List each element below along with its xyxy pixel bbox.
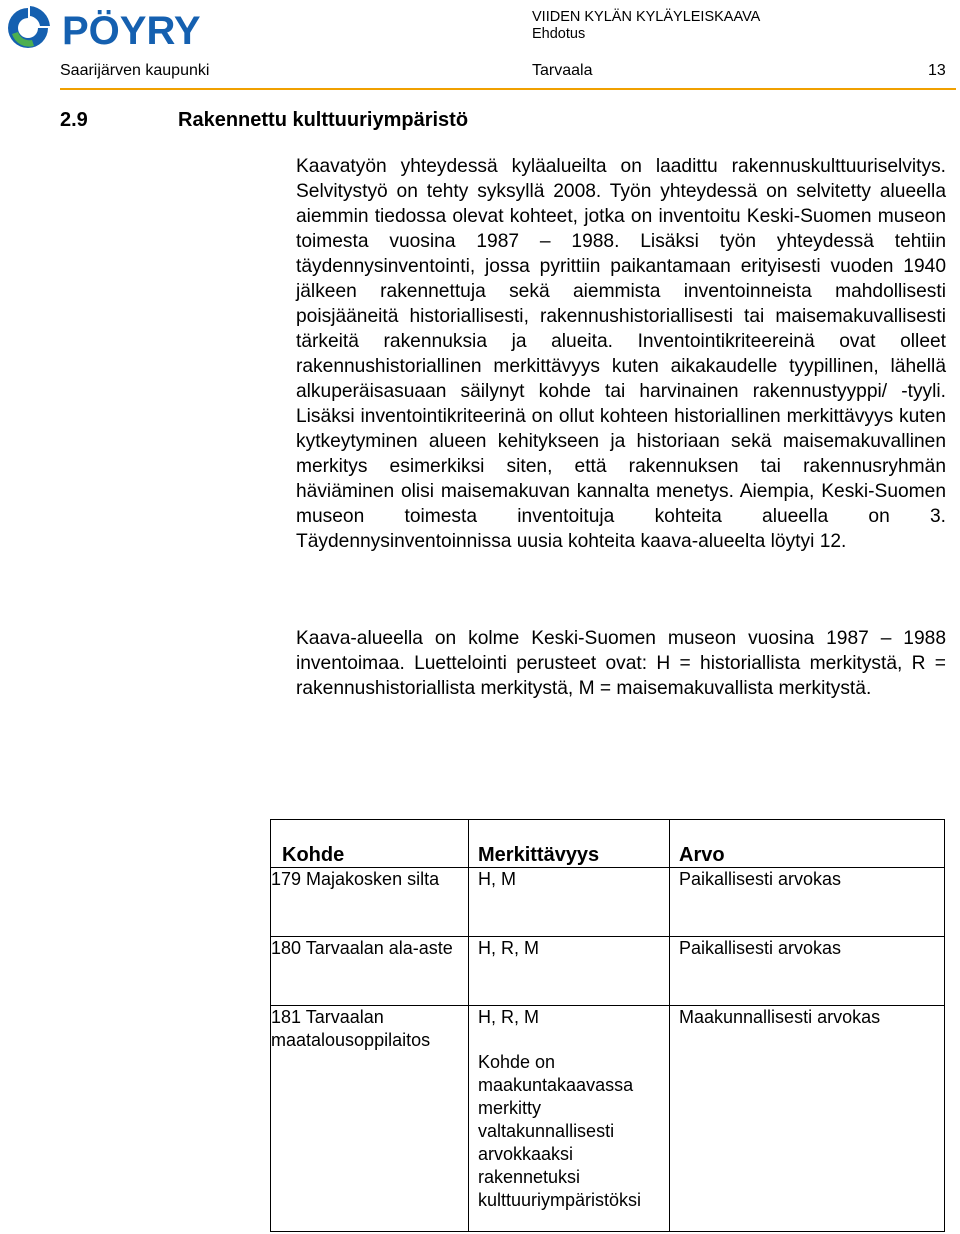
cell-arvo: Maakunnallisesti arvokas: [670, 1006, 945, 1232]
cell-merkittavyys: H, R, M: [469, 937, 670, 1006]
logo-wordmark: PÖYRY: [62, 9, 201, 52]
document-status: Ehdotus: [532, 26, 586, 42]
cell-merkittavyys: [469, 1006, 670, 1232]
page-number: 13: [928, 62, 946, 79]
body-paragraph-2: Kaava-alueella on kolme Keski-Suomen museon vuosina 1987 – 1988 inventoimaa. Luettelointi perusteet ovat: H = historiallista merkitystä, R = rakennushistoriallista merkitystä, M = maisemakuvallista merkitystä.: [296, 628, 946, 699]
poyry-logo: [4, 4, 244, 52]
heritage-sites-table: [270, 819, 945, 1232]
table-header-row: [271, 820, 945, 868]
document-header: [532, 9, 760, 43]
cell-kohde: 181 Tarvaalan maatalousoppilaitos: [271, 1006, 469, 1232]
column-header-arvo: Arvo: [670, 820, 945, 868]
municipality-label: Saarijärven kaupunki: [60, 62, 210, 79]
cell-merkittavyys: H, M: [469, 868, 670, 937]
header-divider: [60, 88, 956, 90]
poyry-logo-mark: [8, 6, 50, 48]
document-title: VIIDEN KYLÄN KYLÄYLEISKAAVA: [532, 9, 761, 25]
cell-arvo: Paikallisesti arvokas: [670, 937, 945, 1006]
cell-merkittavyys-value: H, R, M: [478, 1007, 539, 1027]
section-number: 2.9: [60, 109, 88, 131]
section-title: Rakennettu kulttuuriympäristö: [178, 109, 469, 131]
column-header-merkittavyys: Merkittävyys: [469, 820, 670, 868]
place-label: Tarvaala: [532, 62, 593, 79]
cell-kohde: 179 Majakosken silta: [271, 868, 469, 937]
table-row: [271, 937, 945, 1006]
cell-note: Kohde on maakuntakaavassa merkitty valtakunnallisesti arvokkaaksi rakennetuksi kulttuuriympäristöksi: [478, 1052, 642, 1210]
body-paragraph-1: Kaavatyön yhteydessä kyläalueilta on laadittu rakennuskulttuuriselvitys. Selvitystyö on tehty syksyllä 2008. Työn yhteydessä on selvitetty alueella aiemmin tiedossa olevat kohteet, jotka on inventoitu Keski-Suomen museon toimesta vuosina 1987 – 1988. Lisäksi työn yhteydessä tehtiin täydennysinventointi, jossa pyrittiin paikantamaan erityisesti vuoden 1940 jälkeen rakennettuja sekä aiemmista inventoinneista mahdollisesti poisjääneitä historiallisesti, rakennushistoriallisesti tai maisemakuvallisesti tärkeitä rakennuksia ja alueita. Inventointikriteereinä ovat olleet rakennushistoriallinen merkittävyys kuten aikakaudelle tyypillinen, lähellä alkuperäisasuaan säilynyt kohde tai harvinainen rakennustyyppi/ -tyyli. Lisäksi inventointikriteerinä on ollut kohteen historiallinen merkittävyys kuten kytkeytyminen alueen kehitykseen ja historiaan sekä maisemakuvallinen merkitys esimerkiksi siten, että rakennuksen tai rakennusryhmän häviäminen olisi maisemakuvan kannalta menetys. Aiempia, Keski-Suomen museon toimesta inventoituja kohteita alueella on 3. Täydennysinventoinnissa uusia kohteita kaava-alueelta löytyi 12.: [296, 156, 946, 552]
table-row: [271, 1006, 945, 1232]
cell-arvo: Paikallisesti arvokas: [670, 868, 945, 937]
column-header-kohde: Kohde: [271, 820, 469, 868]
table-row: [271, 868, 945, 937]
cell-kohde: 180 Tarvaalan ala-aste: [271, 937, 469, 1006]
